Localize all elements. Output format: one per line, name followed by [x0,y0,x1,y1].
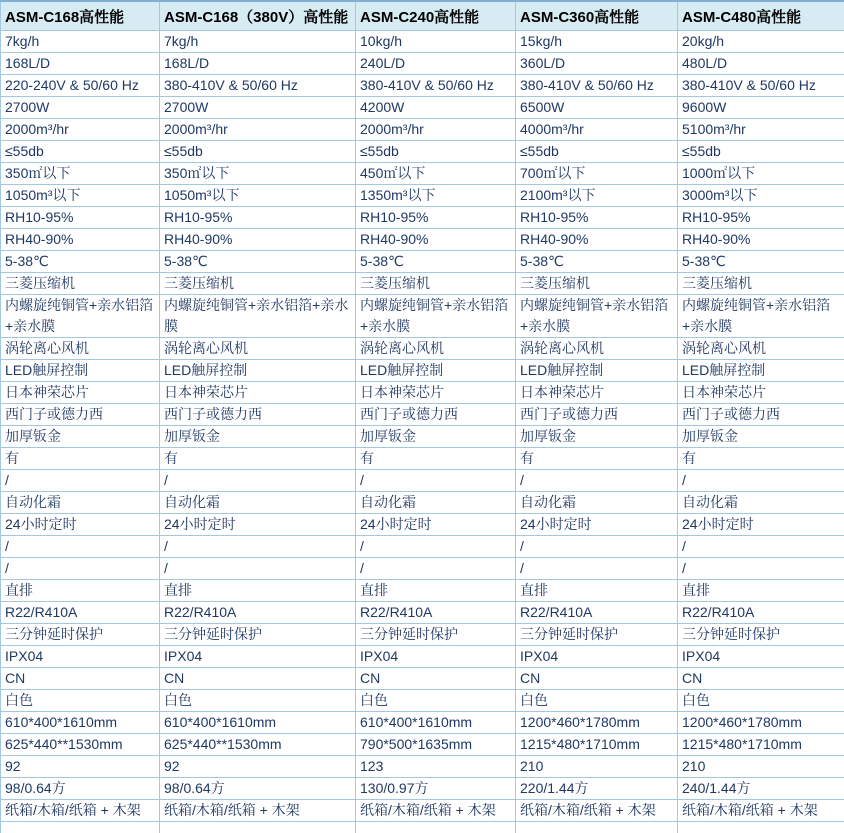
table-row [1,536,844,558]
table-cell: R22/R410A [678,602,844,624]
table-cell: 625*440**1530mm [1,734,160,756]
table-row [1,404,844,426]
table-row [1,426,844,448]
table-cell: / [160,470,356,492]
table-cell: 日本神荣芯片 [1,382,160,404]
table-cell: RH10-95% [516,207,678,229]
table-cell: 三菱压缩机 [678,273,844,295]
table-cell: 1215*480*1710mm [516,734,678,756]
table-cell: 3000m³以下 [678,185,844,207]
table-cell: 三分钟延时保护 [160,624,356,646]
table-cell: / [356,558,516,580]
table-cell: 15kg/h [516,31,678,53]
table-cell: 380-410V & 50/60 Hz [516,75,678,97]
table-cell: 三分钟延时保护 [356,624,516,646]
table-cell: LED触屏控制 [356,360,516,382]
table-cell: 4000m³/hr [516,119,678,141]
table-cell: LED触屏控制 [160,360,356,382]
table-cell: 白色 [516,690,678,712]
table-cell: 日本神荣芯片 [160,382,356,404]
table-cell: 西门子或德力西 [160,404,356,426]
table-cell: 内螺旋纯铜管+亲水铝箔+亲水膜 [160,295,356,338]
table-cell: 2700W [160,97,356,119]
table-row [1,602,844,624]
header-cell: ASM-C168（380V）高性能 [160,1,356,31]
table-cell: 直排 [678,580,844,602]
table-cell [1,822,160,833]
table-cell: 1215*480*1710mm [678,734,844,756]
table-row [1,31,844,53]
table-cell: / [678,558,844,580]
table-cell: 三菱压缩机 [1,273,160,295]
table-cell: R22/R410A [1,602,160,624]
table-cell: 5-38℃ [160,251,356,273]
table-cell: 9600W [678,97,844,119]
table-cell: 5100m³/hr [678,119,844,141]
table-cell: 内螺旋纯铜管+亲水铝箔+亲水膜 [678,295,844,338]
table-row [1,119,844,141]
header-cell: ASM-C360高性能 [516,1,678,31]
table-cell [356,822,516,833]
table-cell: 350㎡以下 [160,163,356,185]
table-row [1,624,844,646]
table-cell: 380-410V & 50/60 Hz [160,75,356,97]
table-cell: 自动化霜 [678,492,844,514]
table-cell: IPX04 [1,646,160,668]
table-cell: 220-240V & 50/60 Hz [1,75,160,97]
table-row [1,97,844,119]
table-cell: 4200W [356,97,516,119]
table-cell: IPX04 [516,646,678,668]
table-cell: 日本神荣芯片 [516,382,678,404]
table-row [1,734,844,756]
table-cell: 有 [160,448,356,470]
table-row [1,712,844,734]
table-cell: 有 [678,448,844,470]
table-cell [516,822,678,833]
table-cell: RH10-95% [678,207,844,229]
table-cell: 白色 [678,690,844,712]
table-cell: 5-38℃ [516,251,678,273]
table-row [1,338,844,360]
table-cell: 240/1.44方 [678,778,844,800]
table-cell: RH40-90% [516,229,678,251]
table-cell: 210 [516,756,678,778]
table-cell: 210 [678,756,844,778]
table-cell: 240L/D [356,53,516,75]
table-cell: 直排 [516,580,678,602]
table-cell: 加厚钣金 [516,426,678,448]
table-cell: 内螺旋纯铜管+亲水铝箔+亲水膜 [356,295,516,338]
table-cell: 123 [356,756,516,778]
table-cell: 350㎡以下 [1,163,160,185]
table-cell: 24小时定时 [516,514,678,536]
table-cell: 6500W [516,97,678,119]
table-cell: 1050m³以下 [1,185,160,207]
table-row [1,207,844,229]
table-cell: 白色 [160,690,356,712]
table-cell: 纸箱/木箱/纸箱 + 木架 [1,800,160,822]
table-cell: 自动化霜 [356,492,516,514]
table-cell: 西门子或德力西 [356,404,516,426]
table-cell: RH40-90% [678,229,844,251]
table-row [1,514,844,536]
table-row [1,690,844,712]
table-cell: RH40-90% [160,229,356,251]
table-row [1,778,844,800]
table-row [1,492,844,514]
table-cell: RH10-95% [160,207,356,229]
table-cell: 自动化霜 [1,492,160,514]
table-cell: 纸箱/木箱/纸箱 + 木架 [356,800,516,822]
table-cell: 130/0.97方 [356,778,516,800]
table-cell: 5-38℃ [678,251,844,273]
table-cell: 内螺旋纯铜管+亲水铝箔+亲水膜 [1,295,160,338]
table-cell: 92 [160,756,356,778]
table-cell: CN [678,668,844,690]
table-cell: / [1,470,160,492]
table-cell: RH10-95% [356,207,516,229]
table-cell: 涡轮离心风机 [160,338,356,360]
table-row [1,470,844,492]
table-cell: ≤55db [516,141,678,163]
table-cell: 涡轮离心风机 [678,338,844,360]
table-row [1,558,844,580]
table-row [1,163,844,185]
table-cell: 98/0.64方 [1,778,160,800]
table-cell: 610*400*1610mm [160,712,356,734]
table-cell: 1200*460*1780mm [516,712,678,734]
table-cell: 98/0.64方 [160,778,356,800]
table-cell: 内螺旋纯铜管+亲水铝箔+亲水膜 [516,295,678,338]
header-cell: ASM-C168高性能 [1,1,160,31]
table-cell: 610*400*1610mm [356,712,516,734]
table-row [1,53,844,75]
table-cell: ≤55db [356,141,516,163]
table-cell: 20kg/h [678,31,844,53]
table-cell: CN [1,668,160,690]
header-cell: ASM-C480高性能 [678,1,844,31]
table-cell: 三分钟延时保护 [678,624,844,646]
table-cell: 自动化霜 [516,492,678,514]
table-cell: 三分钟延时保护 [1,624,160,646]
table-cell: / [356,536,516,558]
table-cell: 220/1.44方 [516,778,678,800]
table-cell: / [678,536,844,558]
table-cell: / [516,470,678,492]
table-row [1,382,844,404]
table-cell: 纸箱/木箱/纸箱 + 木架 [516,800,678,822]
table-cell: R22/R410A [160,602,356,624]
table-cell: 480L/D [678,53,844,75]
table-cell: / [516,558,678,580]
table-cell: 10kg/h [356,31,516,53]
table-cell: / [516,536,678,558]
table-cell: 加厚钣金 [160,426,356,448]
table-cell: 24小时定时 [1,514,160,536]
table-cell: 7kg/h [160,31,356,53]
table-cell: IPX04 [160,646,356,668]
table-row [1,273,844,295]
table-cell: 白色 [356,690,516,712]
table-row [1,229,844,251]
table-cell: 790*500*1635mm [356,734,516,756]
table-cell: / [160,536,356,558]
table-cell: 西门子或德力西 [516,404,678,426]
table-cell: 涡轮离心风机 [516,338,678,360]
table-cell: 加厚钣金 [678,426,844,448]
table-cell: RH40-90% [356,229,516,251]
table-row [1,251,844,273]
table-cell: R22/R410A [356,602,516,624]
table-cell: 24小时定时 [160,514,356,536]
table-row [1,295,844,338]
table-row [1,448,844,470]
table-cell: 加厚钣金 [1,426,160,448]
table-cell [160,822,356,833]
table-cell: LED触屏控制 [678,360,844,382]
table-cell: 纸箱/木箱/纸箱 + 木架 [678,800,844,822]
table-cell: 三菱压缩机 [516,273,678,295]
table-cell: ≤55db [160,141,356,163]
table-cell: 有 [356,448,516,470]
table-cell: 2000m³/hr [160,119,356,141]
table-cell: 2000m³/hr [356,119,516,141]
table-row [1,800,844,822]
table-cell: 1050m³以下 [160,185,356,207]
table-cell: 380-410V & 50/60 Hz [356,75,516,97]
table-cell: 24小时定时 [356,514,516,536]
table-cell: 直排 [160,580,356,602]
table-row [1,360,844,382]
table-cell: 5-38℃ [356,251,516,273]
table-cell: 三分钟延时保护 [516,624,678,646]
table-cell: 涡轮离心风机 [1,338,160,360]
table-cell: 1000㎡以下 [678,163,844,185]
table-cell: 24小时定时 [678,514,844,536]
table-cell: / [1,536,160,558]
table-cell: CN [356,668,516,690]
table-cell: R22/R410A [516,602,678,624]
table-cell: 7kg/h [1,31,160,53]
table-row [1,756,844,778]
table-row [1,75,844,97]
table-cell: / [678,470,844,492]
table-cell: CN [516,668,678,690]
table-cell: 西门子或德力西 [678,404,844,426]
table-cell: 2100m³以下 [516,185,678,207]
table-cell: LED触屏控制 [1,360,160,382]
table-cell: 日本神荣芯片 [678,382,844,404]
table-cell: 380-410V & 50/60 Hz [678,75,844,97]
table-cell: 168L/D [1,53,160,75]
table-cell: 360L/D [516,53,678,75]
table-cell: 700㎡以下 [516,163,678,185]
table-cell: 自动化霜 [160,492,356,514]
table-cell: 有 [1,448,160,470]
table-cell: 168L/D [160,53,356,75]
table-cell: / [1,558,160,580]
table-cell: 2700W [1,97,160,119]
table-cell: 有 [516,448,678,470]
table-cell: 2000m³/hr [1,119,160,141]
table-cell: CN [160,668,356,690]
table-body [1,31,844,833]
table-row [1,646,844,668]
table-cell: 三菱压缩机 [160,273,356,295]
table-row [1,141,844,163]
table-cell: 加厚钣金 [356,426,516,448]
table-cell: 直排 [1,580,160,602]
header-row [1,1,844,31]
table-cell: 白色 [1,690,160,712]
table-cell: RH10-95% [1,207,160,229]
table-cell: / [160,558,356,580]
table-cell: LED触屏控制 [516,360,678,382]
table-cell: 5-38℃ [1,251,160,273]
table-cell: IPX04 [678,646,844,668]
table-cell: / [356,470,516,492]
table-cell: 625*440**1530mm [160,734,356,756]
table-cell: 1200*460*1780mm [678,712,844,734]
table-row [1,580,844,602]
table-row [1,185,844,207]
table-cell: 92 [1,756,160,778]
table-cell: 450㎡以下 [356,163,516,185]
table-cell [678,822,844,833]
table-row [1,668,844,690]
table-cell: IPX04 [356,646,516,668]
table-cell: 三菱压缩机 [356,273,516,295]
table-cell: 1350m³以下 [356,185,516,207]
table-cell: RH40-90% [1,229,160,251]
table-cell: 610*400*1610mm [1,712,160,734]
header-cell: ASM-C240高性能 [356,1,516,31]
table-cell: 涡轮离心风机 [356,338,516,360]
table-cell: ≤55db [678,141,844,163]
table-cell: 西门子或德力西 [1,404,160,426]
table-cell: 直排 [356,580,516,602]
table-cell: 纸箱/木箱/纸箱 + 木架 [160,800,356,822]
table-cell: ≤55db [1,141,160,163]
table-row-partial [1,822,844,833]
table-cell: 日本神荣芯片 [356,382,516,404]
